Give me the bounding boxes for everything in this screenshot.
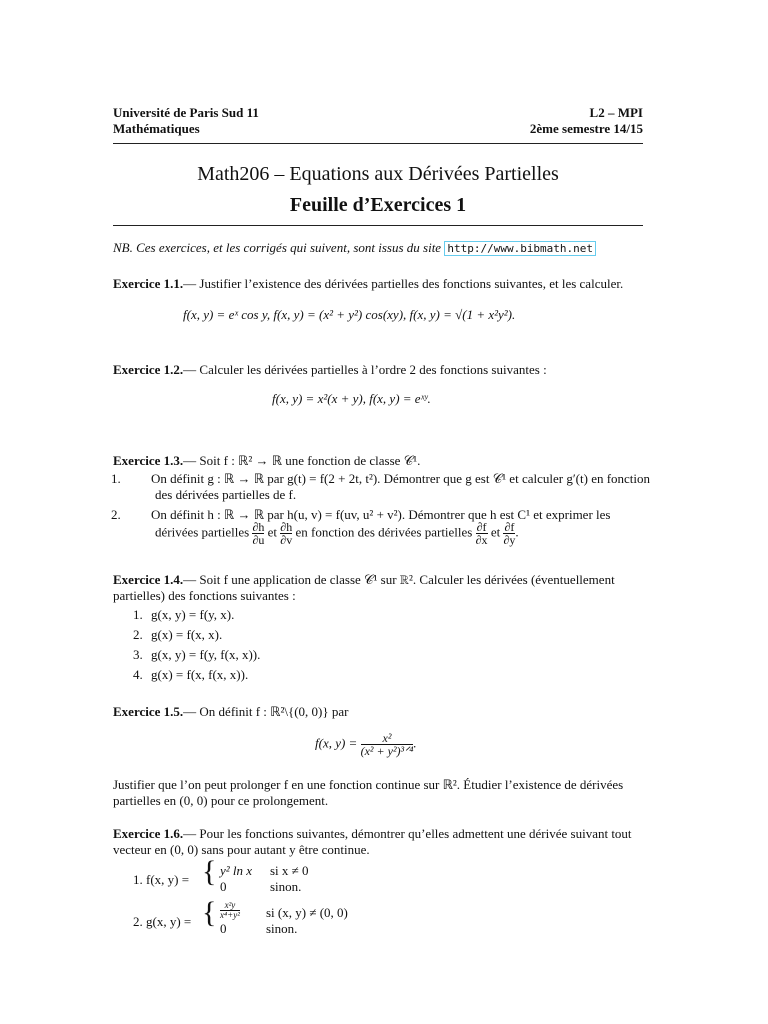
exercise-text: — On définit f : ℝ²\{(0, 0)} par xyxy=(183,704,349,719)
left-brace: { xyxy=(202,896,217,929)
exercise-label: Exercice 1.2. xyxy=(113,362,184,377)
level-label: L2 – MPI xyxy=(589,105,643,120)
case-value: y² ln x xyxy=(220,863,253,878)
case-condition: si x ≠ 0 xyxy=(270,863,309,878)
title-rule xyxy=(113,225,643,226)
exercise-text: — Justifier l’existence des dérivées partielles des fonctions suivantes, et les calculer. xyxy=(183,276,624,291)
exercise-text: — Calculer les dérivées partielles à l’ordre 2 des fonctions suivantes : xyxy=(183,362,547,377)
case-condition: sinon. xyxy=(270,879,302,894)
exercise-1-5 xyxy=(113,704,643,720)
exercise-1-6 xyxy=(113,826,643,858)
note xyxy=(113,240,643,257)
sheet-title: Feuille d’Exercices 1 xyxy=(289,194,467,216)
exercise-1-3-item-1: 1. On définit g : ℝ → ℝ par g(t) = f(2 + 2t, t²). Démontrer que g est 𝒞¹ et calculer g′(t) en fonction des dérivées partielles de f. xyxy=(111,471,651,502)
case-value: 0 xyxy=(220,921,227,936)
university-name: Université de Paris Sud 11 xyxy=(113,105,259,120)
exercise-1-3 xyxy=(113,453,643,469)
exercise-1-2-formula: f(x, y) = x²(x + y), f(x, y) = eˣʸ. xyxy=(272,391,431,406)
header-rule xyxy=(113,143,643,144)
exercise-1-4-item: 2. g(x) = f(x, x). xyxy=(133,627,223,642)
exercise-1-4 xyxy=(113,572,643,604)
department-name: Mathématiques xyxy=(113,121,200,136)
case-condition: si (x, y) ≠ (0, 0) xyxy=(266,905,348,920)
exercise-1-2 xyxy=(113,362,643,378)
exercise-label: Exercice 1.5. xyxy=(113,704,184,719)
exercise-label: Exercice 1.1. xyxy=(113,276,184,291)
semester-label: 2ème semestre 14/15 xyxy=(529,121,643,136)
note-text: NB. Ces exercices, et les corrigés qui suivent, sont issus du site xyxy=(113,240,442,255)
exercise-text: — Soit f : ℝ² → ℝ une fonction de classe 𝒞¹. xyxy=(183,453,421,468)
exercise-1-6-f-lhs: 1. f(x, y) = xyxy=(133,872,190,887)
exercise-text: — Pour les fonctions suivantes, démontrer qu’elles admettent une dérivée suivant tout vecteur en (0, 0) sans pour autant y être continue. xyxy=(113,826,632,857)
left-brace: { xyxy=(202,855,217,888)
exercise-label: Exercice 1.6. xyxy=(113,826,184,841)
exercise-1-4-item: 3. g(x, y) = f(y, f(x, x)). xyxy=(133,647,261,662)
exercise-1-6-g-lhs: 2. g(x, y) = xyxy=(133,914,192,929)
exercise-label: Exercice 1.4. xyxy=(113,572,184,587)
course-title: Math206 – Equations aux Dérivées Partielles xyxy=(197,163,559,185)
exercise-1-4-item: 4. g(x) = f(x, f(x, x)). xyxy=(133,667,249,682)
exercise-1-1-formula: f(x, y) = eˣ cos y, f(x, y) = (x² + y²) cos(xy), f(x, y) = √(1 + x²y²). xyxy=(183,307,516,322)
exercise-text: — Soit f une application de classe 𝒞¹ sur ℝ². Calculer les dérivées (éventuellement partielles) des fonctions suivantes : xyxy=(113,572,615,603)
exercise-1-5-question: Justifier que l’on peut prolonger f en une fonction continue sur ℝ². Étudier l’existence de dérivées partielles en (0, 0) pour ce prolongement. xyxy=(113,777,624,808)
exercise-1-5-formula: f(x, y) = $\frac{\text{x²}}{\text{(x² + y²)³ᐟ⁴}}$ . xyxy=(315,731,417,758)
exercise-1-3-item-2-cont: dérivées partielles $\frac{\partial h}{\partial u}$ et $\frac{\partial h}{\partial v}$ en fonction des dérivées partielles $\frac{\partial f}{\partial x}$ et $\frac{\partial f}{\partial y}$ . xyxy=(155,520,519,547)
case-value: $\frac{\text{x²y}}{\text{x⁴+y²}}$ xyxy=(220,899,240,920)
source-link[interactable]: http://www.bibmath.net xyxy=(444,241,596,256)
case-value: 0 xyxy=(220,879,227,894)
case-condition: sinon. xyxy=(266,921,298,936)
exercise-label: Exercice 1.3. xyxy=(113,453,184,468)
exercise-1-1 xyxy=(113,276,643,292)
exercise-1-3-item-2: 2. On définit h : ℝ → ℝ par h(u, v) = f(uv, u² + v²). Démontrer que h est C¹ et exprimer les xyxy=(111,507,611,522)
exercise-1-4-item: 1. g(x, y) = f(y, x). xyxy=(133,607,235,622)
